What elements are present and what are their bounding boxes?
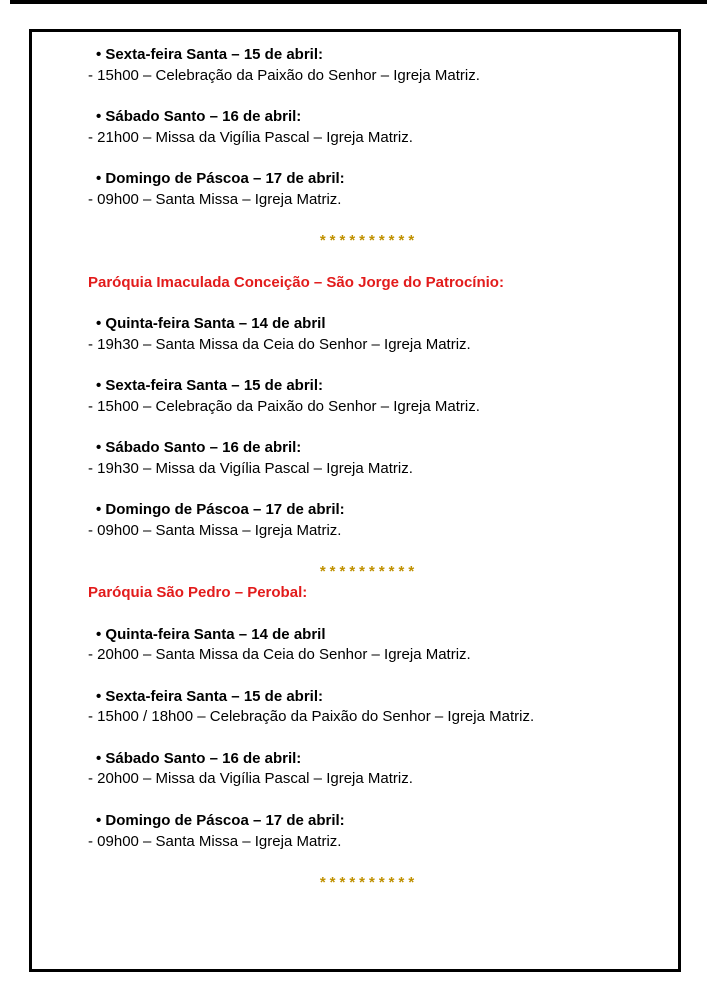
entry-title: • Quinta-feira Santa – 14 de abril — [96, 625, 326, 643]
document-content — [32, 32, 678, 969]
schedule-entry — [88, 376, 650, 417]
entry-detail: - 09h00 – Santa Missa – Igreja Matriz. — [88, 522, 342, 540]
schedule-entry — [88, 314, 650, 355]
schedule-entry — [88, 687, 650, 728]
entry-title: • Sexta-feira Santa – 15 de abril: — [96, 377, 324, 395]
entry-detail: - 21h00 – Missa da Vigília Pascal – Igreja Matriz. — [88, 128, 413, 146]
previous-page-border-remnant — [10, 0, 707, 4]
schedule-entry — [88, 438, 650, 479]
asterisk-separator: ********** — [319, 232, 419, 250]
entry-title: • Sábado Santo – 16 de abril: — [96, 439, 302, 457]
entry-detail: - 15h00 – Celebração da Paixão do Senhor – Igreja Matriz. — [88, 397, 480, 415]
entry-detail: - 09h00 – Santa Missa – Igreja Matriz. — [88, 190, 342, 208]
schedule-entry — [88, 811, 650, 852]
entry-detail: - 09h00 – Santa Missa – Igreja Matriz. — [88, 832, 342, 850]
entry-detail: - 15h00 – Celebração da Paixão do Senhor – Igreja Matriz. — [88, 66, 480, 84]
entry-title: • Sábado Santo – 16 de abril: — [96, 749, 302, 767]
schedule-entry — [88, 749, 650, 790]
entry-title: • Domingo de Páscoa – 17 de abril: — [96, 811, 345, 829]
entry-detail: - 19h30 – Missa da Vigília Pascal – Igreja Matriz. — [88, 459, 413, 477]
parish-heading-imaculada-conceicao: Paróquia Imaculada Conceição – São Jorge do Patrocínio: — [88, 273, 504, 291]
entry-title: • Domingo de Páscoa – 17 de abril: — [96, 501, 345, 519]
schedule-entry — [88, 500, 650, 541]
entry-title: • Sexta-feira Santa – 15 de abril: — [96, 46, 324, 63]
entry-title: • Sábado Santo – 16 de abril: — [96, 108, 302, 126]
parish-heading-sao-pedro: Paróquia São Pedro – Perobal: — [88, 584, 308, 602]
entry-detail: - 19h30 – Santa Missa da Ceia do Senhor – Igreja Matriz. — [88, 335, 471, 353]
entry-detail: - 15h00 / 18h00 – Celebração da Paixão do Senhor – Igreja Matriz. — [88, 708, 535, 726]
schedule-entry — [88, 625, 650, 666]
entry-title: • Quinta-feira Santa – 14 de abril — [96, 315, 326, 333]
schedule-entry — [88, 45, 650, 86]
entry-detail: - 20h00 – Missa da Vigília Pascal – Igreja Matriz. — [88, 770, 413, 788]
entry-title: • Domingo de Páscoa – 17 de abril: — [96, 170, 345, 188]
asterisk-separator: ********** — [319, 563, 419, 581]
asterisk-separator: ********** — [319, 873, 419, 891]
schedule-entry — [88, 169, 650, 210]
entry-detail: - 20h00 – Santa Missa da Ceia do Senhor – Igreja Matriz. — [88, 646, 471, 664]
document-frame — [29, 29, 681, 972]
entry-title: • Sexta-feira Santa – 15 de abril: — [96, 687, 324, 705]
schedule-entry — [88, 107, 650, 148]
